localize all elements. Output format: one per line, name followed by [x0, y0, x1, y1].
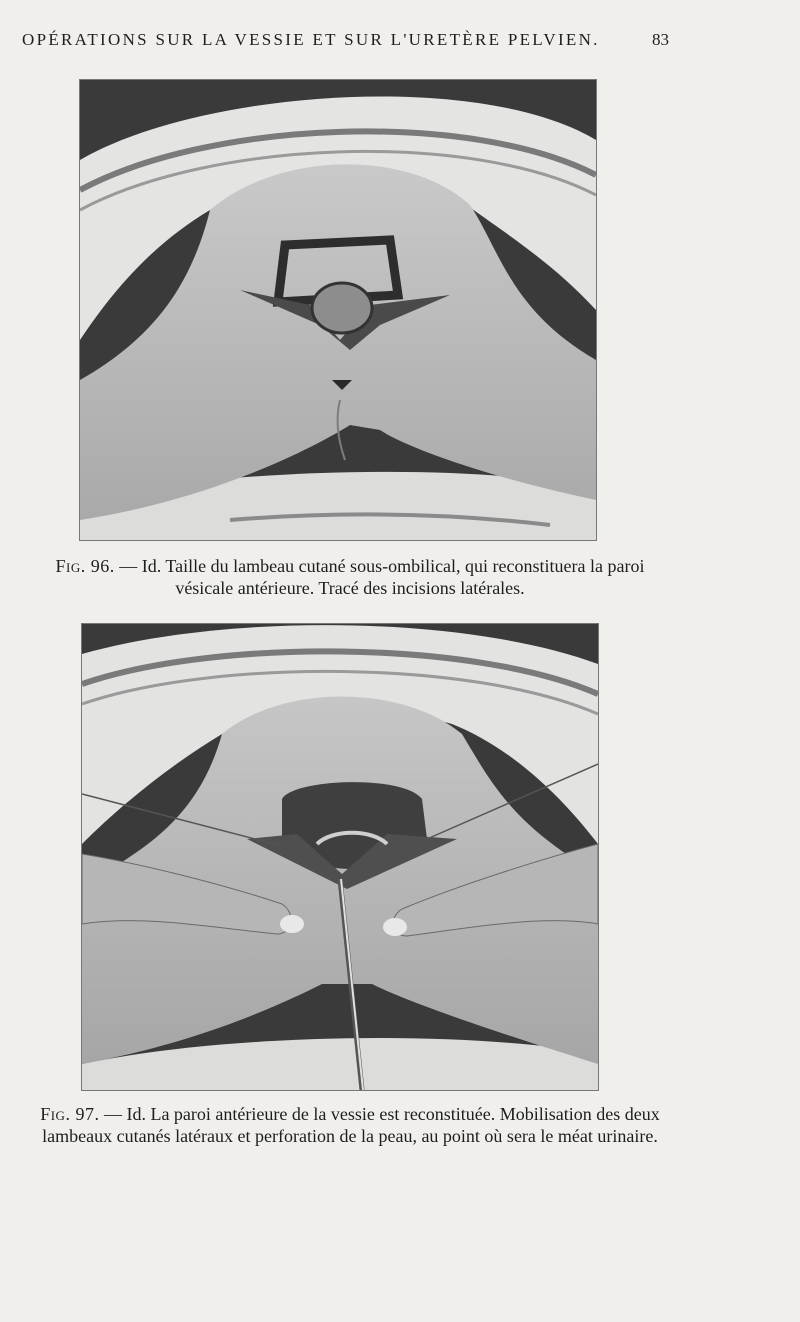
fig97-illustration [81, 623, 599, 1091]
page-number: 83 [652, 30, 669, 49]
fig97-caption-text: — Id. La paroi antérieure de la vessie est reconstituée. Mobilisation des deux lambeaux cutanés latéraux et perforation de la peau, au point où sera le méat urinaire. [42, 1104, 660, 1146]
fig96-illustration [79, 79, 597, 541]
fig97-label: Fig. 97. [40, 1104, 100, 1124]
fig96-caption [40, 555, 660, 599]
fig96-label: Fig. 96. [55, 556, 115, 576]
fig97-caption [40, 1103, 660, 1147]
fig96-caption-text: — Id. Taille du lambeau cutané sous-ombilical, qui reconstituera la paroi vésicale antérieure. Tracé des incisions latérales. [119, 556, 645, 598]
running-head: OPÉRATIONS SUR LA VESSIE ET SUR L'URETÈRE PELVIEN. [22, 30, 600, 49]
